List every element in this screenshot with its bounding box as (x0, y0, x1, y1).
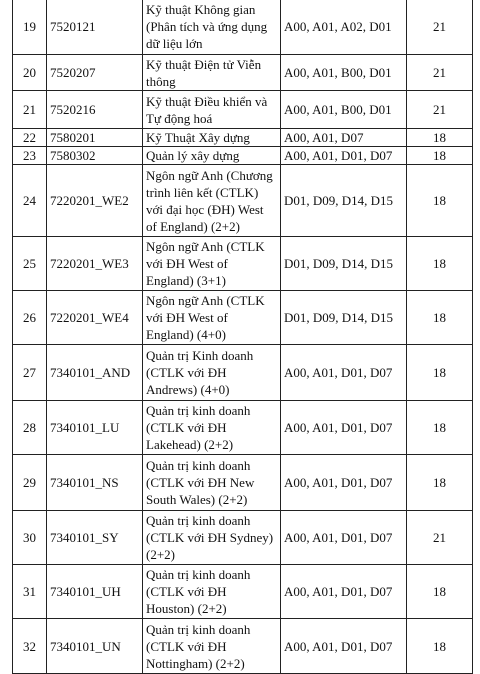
subject-combinations: A00, A01, D01, D07 (281, 147, 407, 165)
admission-table (12, 0, 473, 674)
table-row (13, 619, 473, 674)
row-number: 26 (13, 291, 47, 345)
program-name: Kỹ thuật Điện tử Viễn thông (143, 55, 281, 91)
program-name: Quản trị kinh doanh (CTLK với ĐH Nottingham) (2+2) (143, 619, 281, 674)
minimum-score: 21 (407, 511, 473, 565)
program-code: 7520216 (47, 91, 143, 129)
row-number: 32 (13, 619, 47, 674)
program-name: Quản trị Kinh doanh (CTLK với ĐH Andrews) (4+0) (143, 345, 281, 401)
table-row (13, 165, 473, 237)
program-code: 7580302 (47, 147, 143, 165)
minimum-score: 18 (407, 401, 473, 455)
subject-combinations: D01, D09, D14, D15 (281, 165, 407, 237)
minimum-score: 18 (407, 455, 473, 511)
table-row (13, 55, 473, 91)
subject-combinations: A00, A01, D01, D07 (281, 565, 407, 619)
subject-combinations: A00, A01, D01, D07 (281, 619, 407, 674)
table-row (13, 129, 473, 147)
program-code: 7340101_LU (47, 401, 143, 455)
program-name: Quản trị kinh doanh (CTLK với ĐH Lakehead) (2+2) (143, 401, 281, 455)
row-number: 25 (13, 237, 47, 291)
subject-combinations: A00, A01, D01, D07 (281, 511, 407, 565)
subject-combinations: D01, D09, D14, D15 (281, 237, 407, 291)
subject-combinations: A00, A01, D07 (281, 129, 407, 147)
table-row (13, 0, 473, 55)
program-name: Ngôn ngữ Anh (CTLK với ĐH West of England) (3+1) (143, 237, 281, 291)
minimum-score: 21 (407, 91, 473, 129)
program-name: Kỹ thuật Không gian (Phân tích và ứng dụng dữ liệu lớn (143, 0, 281, 55)
row-number: 31 (13, 565, 47, 619)
program-code: 7580201 (47, 129, 143, 147)
program-name: Kỹ Thuật Xây dựng (143, 129, 281, 147)
program-name: Ngôn ngữ Anh (Chương trình liên kết (CTLK) với đại học (ĐH) West of England) (2+2) (143, 165, 281, 237)
row-number: 20 (13, 55, 47, 91)
program-code: 7520121 (47, 0, 143, 55)
minimum-score: 18 (407, 619, 473, 674)
program-code: 7220201_WE2 (47, 165, 143, 237)
row-number: 28 (13, 401, 47, 455)
table-row (13, 345, 473, 401)
table-row (13, 147, 473, 165)
row-number: 21 (13, 91, 47, 129)
subject-combinations: D01, D09, D14, D15 (281, 291, 407, 345)
subject-combinations: A00, A01, B00, D01 (281, 55, 407, 91)
minimum-score: 18 (407, 129, 473, 147)
minimum-score: 21 (407, 55, 473, 91)
minimum-score: 18 (407, 237, 473, 291)
minimum-score: 18 (407, 147, 473, 165)
subject-combinations: A00, A01, B00, D01 (281, 91, 407, 129)
row-number: 30 (13, 511, 47, 565)
table-row (13, 401, 473, 455)
subject-combinations: A00, A01, D01, D07 (281, 401, 407, 455)
program-code: 7340101_SY (47, 511, 143, 565)
program-code: 7520207 (47, 55, 143, 91)
minimum-score: 18 (407, 291, 473, 345)
program-code: 7340101_NS (47, 455, 143, 511)
row-number: 24 (13, 165, 47, 237)
subject-combinations: A00, A01, D01, D07 (281, 455, 407, 511)
table-row (13, 511, 473, 565)
program-name: Quản trị kinh doanh (CTLK với ĐH Houston) (2+2) (143, 565, 281, 619)
table-row (13, 237, 473, 291)
minimum-score: 18 (407, 165, 473, 237)
program-code: 7340101_UN (47, 619, 143, 674)
program-name: Quản trị kinh doanh (CTLK với ĐH Sydney) (2+2) (143, 511, 281, 565)
minimum-score: 21 (407, 0, 473, 55)
row-number: 27 (13, 345, 47, 401)
minimum-score: 18 (407, 565, 473, 619)
program-code: 7220201_WE4 (47, 291, 143, 345)
minimum-score: 18 (407, 345, 473, 401)
row-number: 29 (13, 455, 47, 511)
program-code: 7340101_AND (47, 345, 143, 401)
table-body (13, 0, 473, 674)
program-name: Ngôn ngữ Anh (CTLK với ĐH West of England) (4+0) (143, 291, 281, 345)
table-row (13, 565, 473, 619)
table-row (13, 291, 473, 345)
subject-combinations: A00, A01, D01, D07 (281, 345, 407, 401)
program-code: 7220201_WE3 (47, 237, 143, 291)
row-number: 19 (13, 0, 47, 55)
program-name: Quản lý xây dựng (143, 147, 281, 165)
row-number: 22 (13, 129, 47, 147)
table-row (13, 91, 473, 129)
row-number: 23 (13, 147, 47, 165)
subject-combinations: A00, A01, A02, D01 (281, 0, 407, 55)
program-name: Kỹ thuật Điều khiển và Tự động hoá (143, 91, 281, 129)
program-code: 7340101_UH (47, 565, 143, 619)
table-row (13, 455, 473, 511)
program-name: Quản trị kinh doanh (CTLK với ĐH New South Wales) (2+2) (143, 455, 281, 511)
